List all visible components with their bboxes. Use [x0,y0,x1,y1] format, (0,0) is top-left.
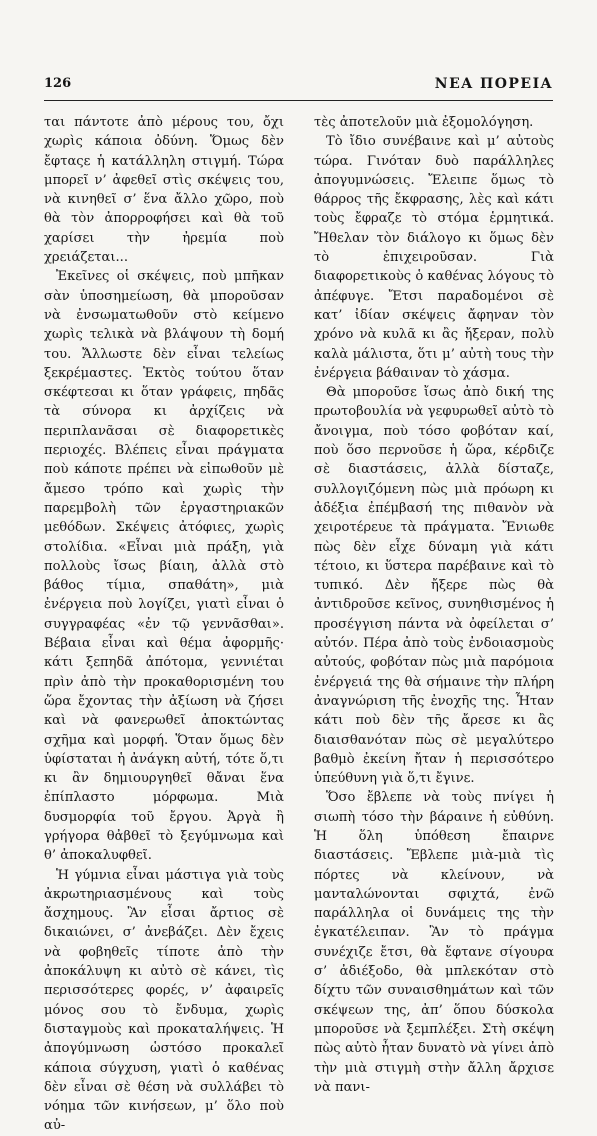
header-rule [44,100,553,101]
paragraph: Θὰ μποροῦσε ἴσως ἀπὸ δική της πρωτοβουλία νὰ γεφυρωθεῖ αὐτὸ τὸ ἄνοιγμα, ποὺ τόσο φοβόταν καί, ποὺ ὅσο περνοῦσε ἡ ὥρα, κέρδιζε σὲ διαστάσεις, ἀλλὰ δίσταζε, συλλογιζόμενη πὼς μιὰ πρόωρη κι ἀδέξια ἐπέμβασή της πιθανὸν νὰ χειροτέρευε τὰ πράγματα. Ἔνιωθε πὼς δὲν εἶχε δύναμη γιὰ κάτι τέτοιο, κι ὕστερα παρέβαινε καὶ τὸ τυπικό. Δὲν ἤξερε πὼς θὰ ἀντιδροῦσε κεῖνος, συνηθισμένος ἡ προσέγγιση πάντα νὰ ὀφείλεται σ’ αὐτόν. Πέρα ἀπὸ τοὺς ἐνδοιασμοὺς αὐτούς, φοβόταν πὼς μιὰ παρόμοια ἐνέργειά της θὰ σήμαινε τὴν πλήρη ἀναγνώριση τῆς ἐνοχῆς της. Ἦταν κάτι ποὺ δὲν τῆς ἄρεσε κι ἂς διαισθανόταν πὼς σὲ μεγαλύτερο βαθμὸ ἐκείνη ἤταν ἡ περισσότερο ὑπεύθυνη γιὰ ὅ,τι ἔγινε. [314,385,554,787]
paragraph: τὲς ἀποτελοῦν μιὰ ἐξομολόγηση. [314,115,534,130]
left-text-column [44,113,284,1136]
paragraph: Ὅσο ἔβλεπε νὰ τοὺς πνίγει ἡ σιωπὴ τόσο τὴν βάραινε ἡ εὐθύνη. Ἡ ὅλη ὑπόθεση ἔπαιρνε διαστάσεις. Ἔβλεπε μιὰ-μιὰ τὶς πόρτες νὰ κλείνουν, νὰ μανταλώνονται σφιχτά, ἐνῶ παράλληλα οἱ δυνάμεις της τὴν ἐγκατέλειπαν. Ἂν τὸ πράγμα συνέχιζε ἔτσι, θὰ ἔφτανε σίγουρα σ’ ἀδιέξοδο, θὰ μπλεκόταν στὸ δίχτυ τῶν συναισθημάτων καὶ τῶν σκέψεων της, ἀπ’ ὅπου δύσκολα μποροῦσε νὰ ξεμπλέξει. Στὴ σκέψη πὼς αὐτὸ ἦταν δυνατὸ νὰ γίνει ἀπὸ τὴν μιὰ στιγμὴ στὴν ἄλλη ἄρχισε νὰ πανι- [314,790,554,1095]
page-number: 126 [44,76,72,91]
paragraph: Τὸ ἴδιο συνέβαινε καὶ μ’ αὐτοὺς τώρα. Γινόταν δυὸ παράλληλες ἀπογυμνώσεις. Ἔλειπε ὅμως τὸ θάρρος τῆς ἔκφρασης, λὲς καὶ κάτι τοὺς ἔφραζε τὸ στόμα ἑρμητικά. Ἤθελαν τὸν διάλογο κι ὅμως δὲν τὸ ἐπιχειροῦσαν. Γιὰ διαφορετικοὺς ὁ καθένας λόγους τὸ ἀπέφυγε. Ἔτσι παραδομένοι σὲ κατ’ ἰδίαν σκέψεις ἄφηναν τὸν χρόνο νὰ κυλᾶ κι ἂς ἤξεραν, πολὺ καλὰ μάλιστα, ὅτι μ’ αὐτὴ τους τὴν ἐνέργεια βάθαιναν τὸ χάσμα. [314,134,554,381]
paragraph: ται πάντοτε ἀπὸ μέρους του, ὄχι χωρὶς κάποια ὀδύνη. Ὅμως δὲν ἔφταςε ἡ κατάλληλη στιγμή. Τώρα μπορεῖ ν’ ἀφεθεῖ στὶς σκέψεις του, νὰ κινηθεῖ σ’ ἕνα ἄλλο χῶρο, ποὺ θὰ τὸν ἀπορροφήσει καὶ θὰ τοῦ χαρίσει τὴν ἠρεμία ποὺ χρειάζεται... [44,115,284,266]
paragraph: Ἡ γύμνια εἶναι μάστιγα γιὰ τοὺς ἀκρωτηριασμένους καὶ τοὺς ἄσχημους. Ἂν εἶσαι ἄρτιος σὲ δικαιώνει, σ’ ἀνεβάζει. Δὲν ἔχεις νὰ φοβηθεῖς τίποτε ἀπὸ τὴν ἀποκάλυψη κι αὐτὸ σὲ κάνει, τὶς περισσότερες φορές, ν’ ἀφαιρεῖς μόνος σου τὸ ἔνδυμα, χωρὶς δισταγμοὺς καὶ προκαταλήψεις. Ἡ ἀπογύμνωση ὡστόσο προκαλεῖ κάποια σύγχυση, γιατὶ ὁ καθένας δὲν εἶναι σὲ θέση νὰ συλλάβει τὸ νόημα τῶν κινήσεων, μ’ ὅλο ποὺ αὐ- [44,867,284,1134]
running-title: ΝΕΑ ΠΟΡΕΙΑ [434,76,553,92]
right-text-column [314,113,554,1097]
page-header [44,76,553,98]
paragraph: Ἐκεῖνες οἱ σκέψεις, ποὺ μπῆκαν σὰν ὑποσημείωση, θὰ μποροῦσαν νὰ ἐνσωματωθοῦν στὸ κείμενο χωρὶς τελικὰ νὰ βλάψουν τὴ δομή του. Ἄλλωστε δὲν εἶναι τελείως ξεκρέμαστες. Ἐκτὸς τούτου ὅταν σκέφτεσαι κι ὅταν γράφεις, πηδᾶς τὰ σύνορα κι ἀρχίζεις νὰ περιπλανᾶσαι σὲ διαφορετικὲς περιοχές. Βλέπεις εἶναι πράγματα ποὺ κάποτε πρέπει νὰ εἰπωθοῦν μὲ ἄμεσο τρόπο καὶ χωρὶς τὴν παρεμβολὴ τῶν ἐργαστηριακῶν μεθόδων. Σκέψεις ἀτόφιες, χωρὶς στολίδια. «Εἶναι μιὰ πράξη, γιὰ πολλοὺς ἴσως βίαιη, ἀλλὰ στὸ βάθος τίμια, σπαθάτη», μιὰ ἐνέργεια ποὺ λογίζει, γιατὶ εἶναι ὁ συγγραφέας «ἐν τῷ γεννᾶσθαι». Βέβαια εἶναι καὶ θέμα ἀφορμῆς· κάτι ξεπηδᾶ ἀπότομα, γεννιέται πρὶν ἀπὸ τὴν προκαθορισμένη του ὥρα ἔχοντας τὴν ἀξίωση νὰ ζήσει καὶ νὰ φανερωθεῖ ἀποκτώντας σχῆμα καὶ μορφή. Ὅταν ὅμως δὲν ὑφίσταται ἡ ἀνάγκη αὐτή, τότε ὅ,τι κι ἂν δημιουργηθεῖ θἄναι ἕνα ἐπίπλαστο μόρφωμα. Μιὰ δυσμορφία τοῦ ἔργου. Ἀργὰ ἢ γρήγορα θἀβθεῖ τὸ ξεγύμνωμα καὶ θ’ ἀποκαλυφθεῖ. [44,269,284,864]
